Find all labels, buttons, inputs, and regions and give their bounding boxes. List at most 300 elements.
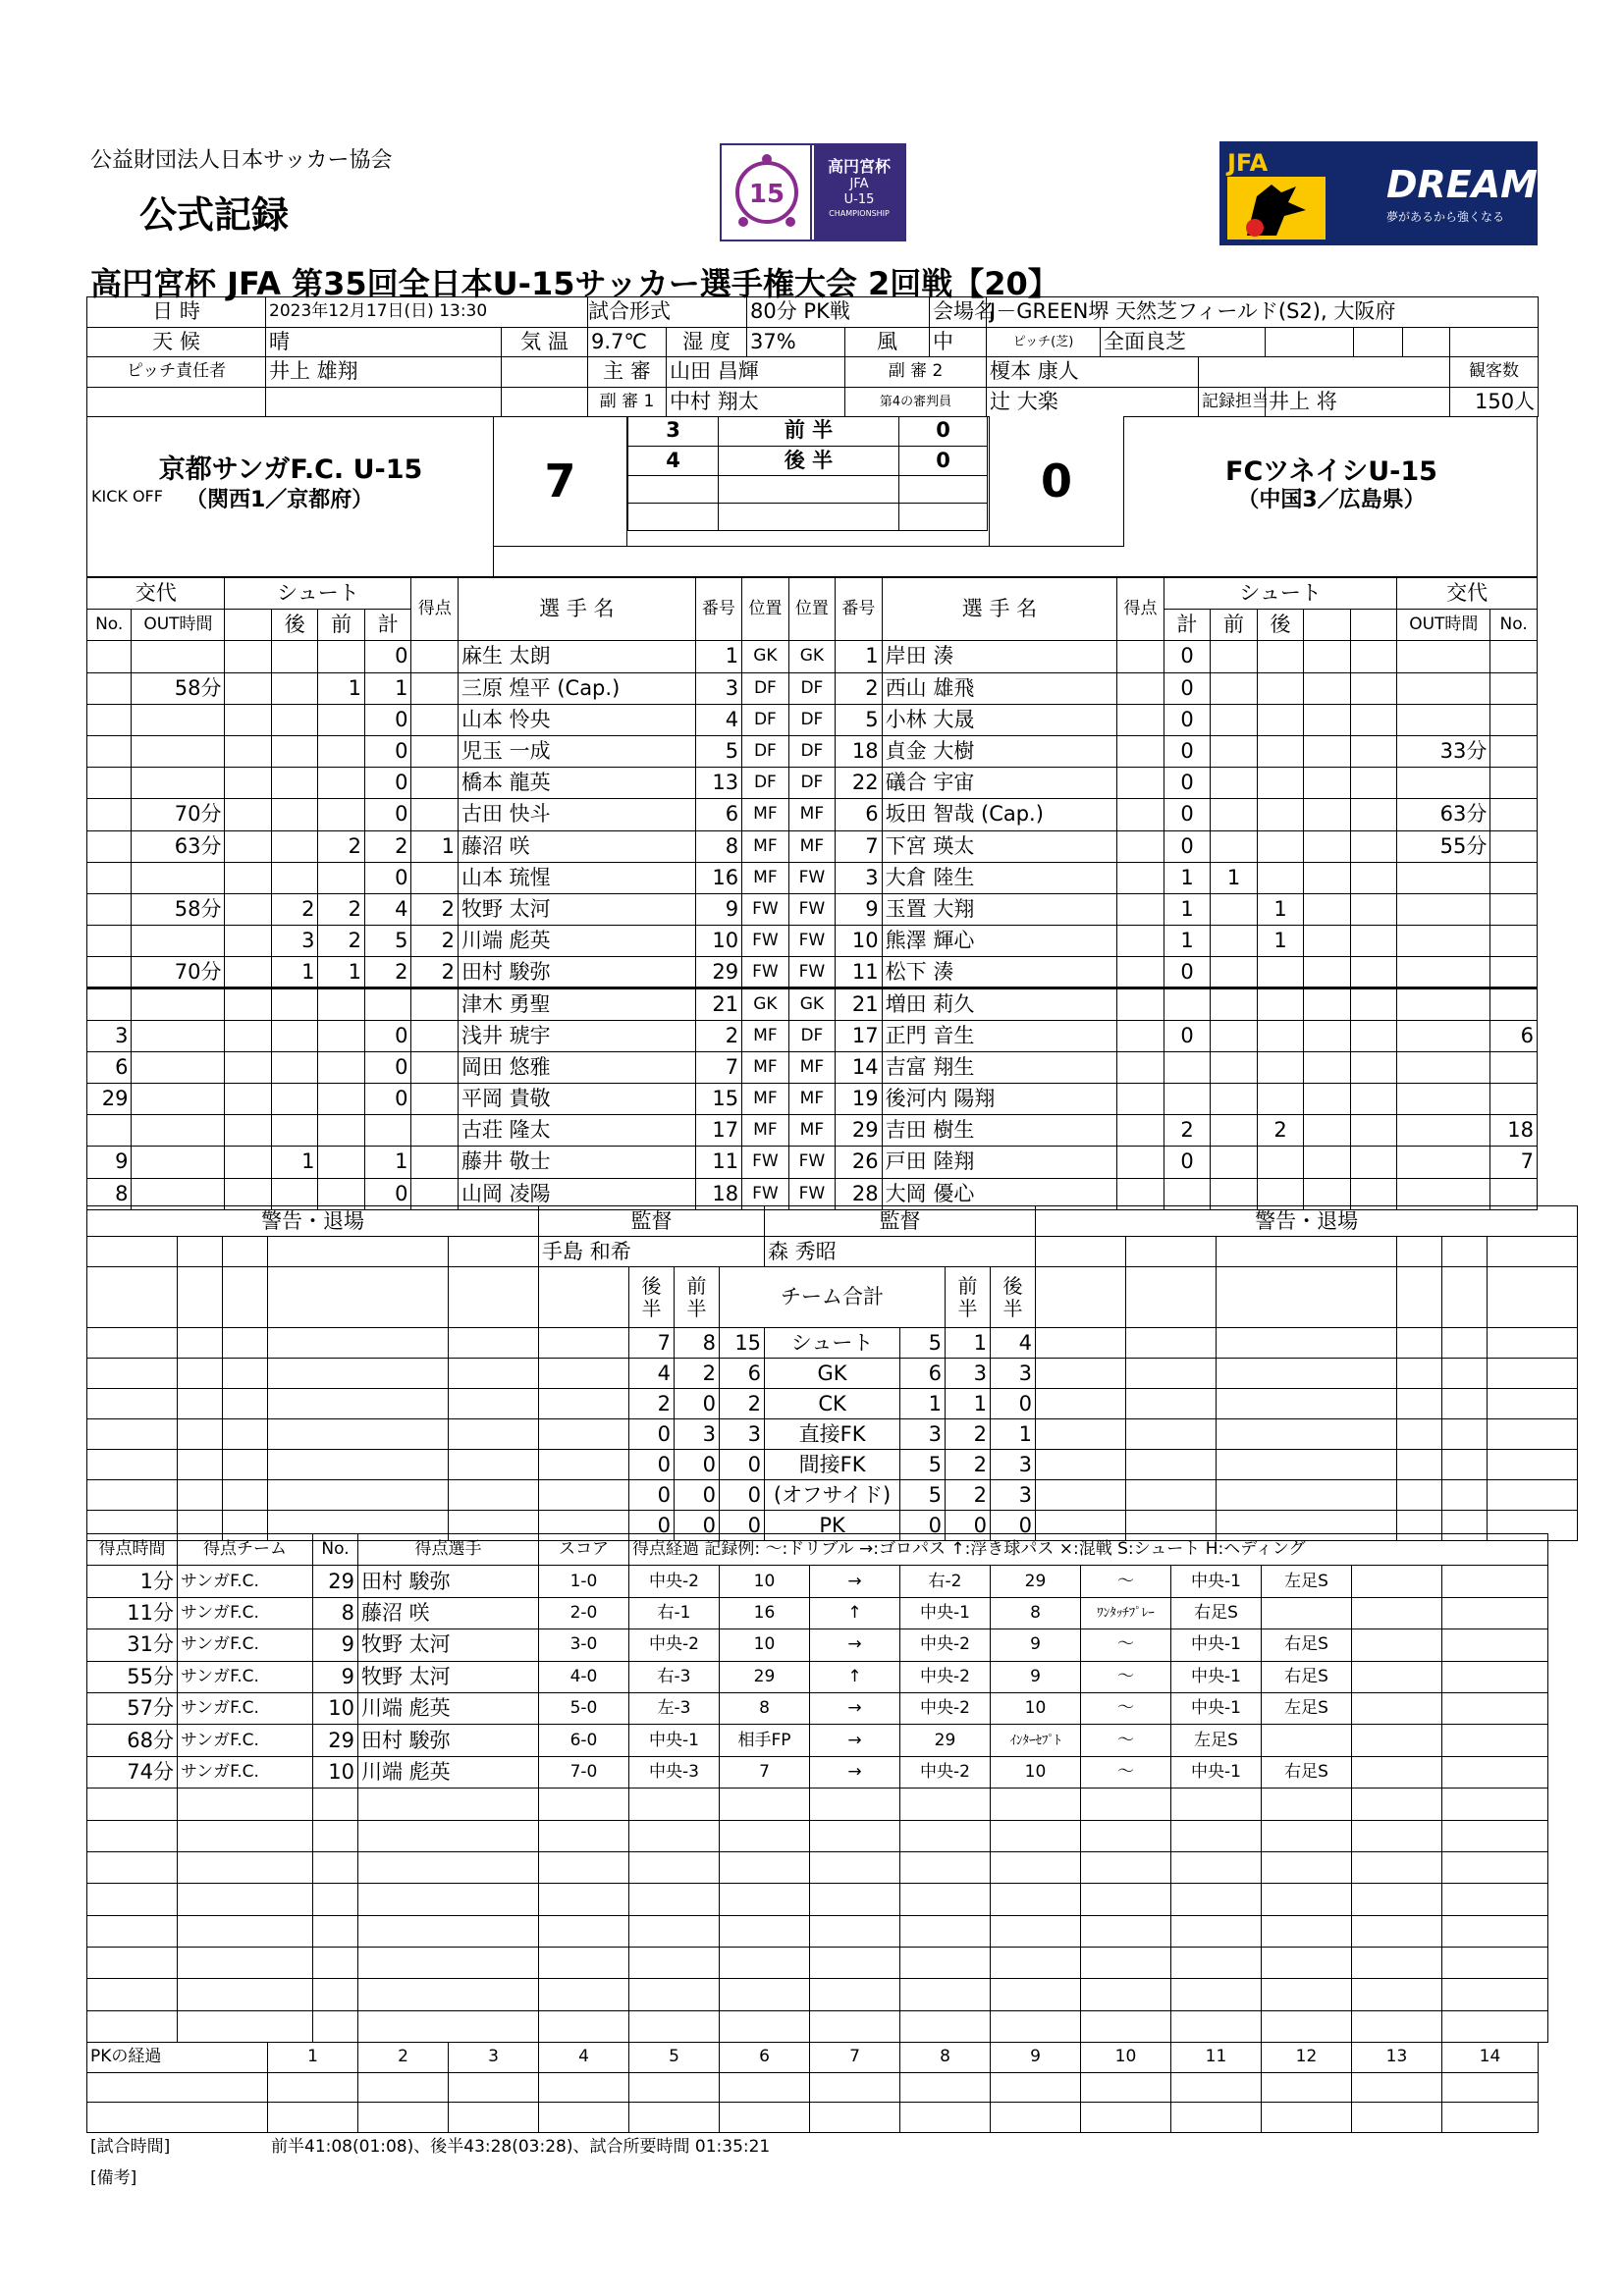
home-2h: 0 [629, 1419, 675, 1450]
sub-no [87, 893, 132, 925]
goal-process [1171, 1884, 1262, 1915]
match-time: 前半41:08(01:08)、後半43:28(03:28)、試合所要時間 01:35:21 [271, 2137, 771, 2157]
pk-kick-number: 4 [539, 2043, 629, 2073]
goals [1117, 799, 1164, 830]
player-number: 11 [836, 957, 883, 988]
player-name: 山岡 凌陽 [458, 1178, 695, 1209]
goal-process [1262, 1884, 1352, 1915]
goal-time [87, 1948, 178, 1979]
home-2h: 4 [629, 1359, 675, 1389]
home-2h: 2 [629, 1389, 675, 1419]
goals: 2 [411, 957, 459, 988]
blank [268, 1267, 449, 1328]
shots-total: 1 [364, 672, 411, 704]
sub-out [132, 926, 225, 957]
blank [87, 1389, 178, 1419]
player-position: FW [788, 926, 836, 957]
goal-scorer [358, 1884, 539, 1915]
blank [1304, 957, 1351, 988]
goals [1117, 1084, 1164, 1115]
goal-process: → [810, 1756, 900, 1788]
goal-process: 〜 [1081, 1566, 1171, 1597]
goal-process [629, 1948, 720, 1979]
player-number: 10 [836, 926, 883, 957]
blank [225, 862, 272, 893]
away-2h: 0 [991, 1389, 1036, 1419]
shots-2h: 1 [271, 957, 318, 988]
goal-row [87, 1851, 1548, 1883]
pk-kick-number: 8 [900, 2043, 991, 2073]
goal-process [1262, 1915, 1352, 1947]
player-row [87, 988, 1538, 1020]
blank [225, 641, 272, 672]
goal-scorer [358, 1851, 539, 1883]
sub-out: 70分 [132, 957, 225, 988]
shots-total: 0 [1164, 1147, 1211, 1178]
sub-no [87, 768, 132, 799]
goal-process: 10 [991, 1692, 1081, 1724]
blank [1442, 1480, 1488, 1511]
goal-time: 1分 [87, 1566, 178, 1597]
blank [1304, 768, 1351, 799]
player-name: 浅井 琥宇 [458, 1020, 695, 1051]
blank [225, 957, 272, 988]
player-number: 13 [695, 768, 742, 799]
goal-process: 8 [720, 1692, 810, 1724]
goal-process [991, 1789, 1081, 1820]
player-position: FW [788, 1178, 836, 1209]
stat-head-2h: 後 半 [991, 1267, 1036, 1328]
pk-kick-number: 1 [268, 2043, 358, 2073]
blank [268, 1359, 449, 1389]
goal-process [810, 1979, 900, 2010]
goal-team [178, 1789, 313, 1820]
org-name: 公益財団法人日本サッカー協会 [90, 148, 393, 173]
player-position: FW [742, 926, 789, 957]
blank [449, 1450, 539, 1480]
player-name: 増田 莉久 [882, 988, 1117, 1020]
player-number: 28 [836, 1178, 883, 1209]
shots-2h [271, 704, 318, 735]
shots-total: 0 [364, 704, 411, 735]
player-number: 18 [695, 1178, 742, 1209]
goal-process [1352, 1884, 1442, 1915]
player-name: 正門 音生 [882, 1020, 1117, 1051]
blank [225, 735, 272, 767]
goal-scorer: 川端 彪英 [358, 1756, 539, 1788]
sub-no: 6 [1490, 1020, 1538, 1051]
pk-kick-number: 11 [1171, 2043, 1262, 2073]
player-number: 19 [836, 1084, 883, 1115]
sub-out: 58分 [132, 672, 225, 704]
pk-cell [629, 2072, 720, 2103]
shots-2h [271, 1084, 318, 1115]
away-team-region: （中国3／広島県） [1237, 488, 1426, 512]
shots-2h [271, 1051, 318, 1083]
goal-no: 29 [313, 1566, 358, 1597]
blank [1442, 1359, 1488, 1389]
blank [87, 2072, 268, 2103]
shots-2h [271, 641, 318, 672]
shots-1h [318, 704, 365, 735]
player-row [87, 1147, 1538, 1178]
shots-2h: 1 [1257, 926, 1304, 957]
goal-process: 中央-2 [629, 1629, 720, 1661]
blank [178, 1450, 223, 1480]
goal-process [991, 1851, 1081, 1883]
blank [225, 926, 272, 957]
blank [268, 1328, 449, 1359]
player-number: 17 [836, 1020, 883, 1051]
goal-process [1352, 1820, 1442, 1851]
blank [268, 1389, 449, 1419]
blank [449, 1328, 539, 1359]
goal-process: 左足S [1262, 1566, 1352, 1597]
blank [1350, 1051, 1397, 1083]
pk-cell [720, 2103, 810, 2133]
away-total: 3 [900, 1419, 946, 1450]
blank [87, 1359, 178, 1389]
sub-no [1490, 672, 1538, 704]
goal-process [1442, 2010, 1548, 2042]
pk-cell [1171, 2072, 1262, 2103]
shots-2h [1257, 799, 1304, 830]
player-number: 29 [836, 1115, 883, 1147]
blank [1350, 893, 1397, 925]
goals [411, 1051, 459, 1083]
player-row [87, 768, 1538, 799]
player-name: 平岡 貴敬 [458, 1084, 695, 1115]
pk-cell [449, 2072, 539, 2103]
goal-process [991, 1915, 1081, 1947]
player-name: 戸田 陸翔 [882, 1147, 1117, 1178]
goal-process: 左足S [1262, 1692, 1352, 1724]
blank [1488, 1359, 1578, 1389]
goal-no [313, 1884, 358, 1915]
blank [225, 799, 272, 830]
player-position: MF [788, 799, 836, 830]
player-name: 後河内 陽翔 [882, 1084, 1117, 1115]
goals [411, 1084, 459, 1115]
sub-no [87, 799, 132, 830]
shots-1h [1211, 1147, 1258, 1178]
player-position: FW [788, 1147, 836, 1178]
sub-no [87, 1115, 132, 1147]
goal-no: 10 [313, 1692, 358, 1724]
goal-process: 右足S [1262, 1661, 1352, 1692]
sub-no [87, 926, 132, 957]
goal-no [313, 1979, 358, 2010]
stat-name: 間接FK [765, 1450, 900, 1480]
sub-no: 8 [87, 1178, 132, 1209]
goal-process [1352, 1566, 1442, 1597]
player-row [87, 1084, 1538, 1115]
tournament-logo: 15 高円宮杯 JFA U-15 CHAMPIONSHIP [720, 143, 906, 241]
stat-head-2h: 後 半 [629, 1267, 675, 1328]
blank [1036, 1359, 1126, 1389]
goals [1117, 1115, 1164, 1147]
svg-text:15: 15 [748, 180, 785, 209]
home-total: 15 [720, 1328, 765, 1359]
blank [178, 1480, 223, 1511]
shots-total [1164, 1051, 1211, 1083]
blank [87, 1267, 178, 1328]
pk-cell [900, 2072, 991, 2103]
shots-1h [318, 1084, 365, 1115]
player-position: FW [742, 1178, 789, 1209]
shots-1h [318, 799, 365, 830]
pk-cell [539, 2072, 629, 2103]
shots-total: 0 [364, 862, 411, 893]
blank [1036, 1267, 1126, 1328]
goal-process [810, 1915, 900, 1947]
blank [1350, 830, 1397, 862]
shots-1h: 2 [318, 926, 365, 957]
sub-no [1490, 704, 1538, 735]
goal-process: 〜 [1081, 1725, 1171, 1756]
stat-row [87, 1419, 1578, 1450]
player-row [87, 926, 1538, 957]
shots-total: 0 [364, 1051, 411, 1083]
shots-total: 0 [1164, 768, 1211, 799]
goal-time: 57分 [87, 1692, 178, 1724]
goal-process: 中央-2 [629, 1566, 720, 1597]
player-position: MF [788, 1051, 836, 1083]
blank [1304, 862, 1351, 893]
remarks-label: [備考] [90, 2168, 137, 2188]
player-position: FW [788, 862, 836, 893]
blank [1126, 1480, 1217, 1511]
goal-row [87, 1597, 1548, 1629]
blank [1350, 988, 1397, 1020]
goal-score [539, 1789, 629, 1820]
goal-scorer [358, 1820, 539, 1851]
sub-no [1490, 926, 1538, 957]
goal-process [1352, 1789, 1442, 1820]
sub-out [1397, 957, 1490, 988]
blank [1217, 1267, 1397, 1328]
shots-total: 0 [1164, 1020, 1211, 1051]
player-position: GK [788, 641, 836, 672]
player-name: 小林 大晟 [882, 704, 1117, 735]
pk-cell [810, 2103, 900, 2133]
player-position: GK [788, 988, 836, 1020]
goal-process [1442, 1597, 1548, 1629]
home-1h: 3 [675, 1419, 720, 1450]
goal-process: 7 [720, 1756, 810, 1788]
sub-out [132, 768, 225, 799]
goals [1117, 768, 1164, 799]
shots-total: 0 [1164, 957, 1211, 988]
goal-team [178, 1948, 313, 1979]
goal-row [87, 1884, 1548, 1915]
shots-1h [1211, 735, 1258, 767]
player-row [87, 1115, 1538, 1147]
goal-process [1352, 1629, 1442, 1661]
sub-out [132, 862, 225, 893]
goals [1117, 672, 1164, 704]
home-total: 0 [720, 1480, 765, 1511]
player-number: 4 [695, 704, 742, 735]
sub-out: 63分 [1397, 799, 1490, 830]
goal-process [900, 1820, 991, 1851]
player-row [87, 830, 1538, 862]
goal-process [991, 1979, 1081, 2010]
blank [1217, 1389, 1397, 1419]
goal-process: ﾜﾝﾀｯﾁﾌﾟﾚｰ [1081, 1597, 1171, 1629]
goal-process [1262, 1948, 1352, 1979]
pk-cell [1352, 2072, 1442, 2103]
blank [223, 1480, 268, 1511]
away-2h: 3 [991, 1480, 1036, 1511]
away-total: 0 [900, 1511, 946, 1541]
blank [1217, 1419, 1397, 1450]
blank [539, 1389, 629, 1419]
shots-1h [318, 768, 365, 799]
goal-process: 中央-3 [629, 1756, 720, 1788]
player-number: 21 [836, 988, 883, 1020]
goal-process: 10 [991, 1756, 1081, 1788]
goal-team: サンガF.C. [178, 1629, 313, 1661]
goal-process [900, 1948, 991, 1979]
player-position: MF [742, 1084, 789, 1115]
sub-out [132, 704, 225, 735]
shots-1h [1211, 988, 1258, 1020]
away-2h: 1 [991, 1419, 1036, 1450]
stat-row [87, 1480, 1578, 1511]
player-position: DF [742, 672, 789, 704]
player-name: 田村 駿弥 [458, 957, 695, 988]
player-number: 18 [836, 735, 883, 767]
sub-no [87, 704, 132, 735]
shots-2h [1257, 704, 1304, 735]
blank [539, 1419, 629, 1450]
blank [1350, 1115, 1397, 1147]
player-name: 西山 雄飛 [882, 672, 1117, 704]
shots-2h: 3 [271, 926, 318, 957]
pk-cell [268, 2072, 358, 2103]
blank [1304, 641, 1351, 672]
blank [223, 1450, 268, 1480]
shots-total: 1 [1164, 926, 1211, 957]
goals [1117, 957, 1164, 988]
blank [1350, 704, 1397, 735]
shots-1h [1211, 1115, 1258, 1147]
goal-team [178, 1851, 313, 1883]
goal-process [810, 1851, 900, 1883]
sub-no: 29 [87, 1084, 132, 1115]
pk-cell [1442, 2072, 1539, 2103]
away-team-name: FCツネイシU-15 [1225, 456, 1437, 487]
sub-no [87, 830, 132, 862]
goal-row [87, 1820, 1548, 1851]
shots-1h [1211, 1051, 1258, 1083]
goal-no: 10 [313, 1756, 358, 1788]
player-number: 5 [695, 735, 742, 767]
home-total: 3 [720, 1419, 765, 1450]
player-position: DF [788, 672, 836, 704]
goal-process [629, 2010, 720, 2042]
player-name: 麻生 太朗 [458, 641, 695, 672]
goal-team: サンガF.C. [178, 1756, 313, 1788]
sub-no [1490, 1084, 1538, 1115]
goal-process [1442, 1661, 1548, 1692]
half-scores: 3 前 半 0 4 後 半 0 [627, 416, 1077, 546]
goal-process: 右-1 [629, 1597, 720, 1629]
shots-1h [318, 1020, 365, 1051]
shots-2h: 1 [271, 1147, 318, 1178]
goals-table: 得点時間 得点チーム No. 得点選手 スコア 得点経過 記録例: 〜:ドリブル →:ゴロパス ↑:浮き球パス ×:混戦 S:シュート H:ヘディング 1分 サンガF.C. 29 田村 駿弥 1-0 中央-2 10 → 右-2 29 〜 中央-1 左足S 11分 サンガF.C. 8 藤沼 咲 2-0 右-1 16 ↑ 中央-1 8 ﾜﾝﾀｯﾁﾌﾟﾚｰ 右足S 31分 サンガF.C. 9 牧野 太河 3-0 中央-2 10 → 中央-2 9 〜 中央-1 右足S 55分 サンガF.C. 9 牧野 太河 4-0 右-3 29 ↑ 中央-2 9 〜 中央-1 右足S 57分 サンガF.C. 10 川端 彪英 5-0 左-3 8 → 中央-2 10 〜 中央-1 左足S 68分 サンガF.C. 29 田村 駿弥 6-0 中央-1 相手FP → 29 ｲﾝﾀｰｾﾌﾟﾄ 〜 左足S 74分 サンガF.C. 10 川端 彪英 7-0 中央-3 7 → 中央-2 10 〜 中央-1 右足S [86, 1533, 1548, 2043]
goal-process [900, 1915, 991, 1947]
shots-2h [1257, 768, 1304, 799]
goal-process: 16 [720, 1597, 810, 1629]
blank [87, 1450, 178, 1480]
sub-out: 63分 [132, 830, 225, 862]
blank [449, 1480, 539, 1511]
goal-no: 8 [313, 1597, 358, 1629]
goal-process: 中央-2 [900, 1661, 991, 1692]
goal-process [720, 1948, 810, 1979]
goal-process [810, 1820, 900, 1851]
sub-out [132, 1147, 225, 1178]
home-total: 6 [720, 1359, 765, 1389]
shots-2h [1257, 641, 1304, 672]
blank [225, 768, 272, 799]
player-number: 11 [695, 1147, 742, 1178]
goal-row [87, 2010, 1548, 2042]
goal-process [810, 1884, 900, 1915]
goal-process [1352, 1692, 1442, 1724]
blank [1488, 1450, 1578, 1480]
match-title: 高円宮杯 JFA 第35回全日本U-15サッカー選手権大会 2回戦【20】 [90, 265, 1059, 302]
player-number: 7 [695, 1051, 742, 1083]
goal-no: 9 [313, 1629, 358, 1661]
goal-process [1262, 1789, 1352, 1820]
player-position: MF [742, 1051, 789, 1083]
goals [411, 1115, 459, 1147]
player-position: FW [742, 893, 789, 925]
player-position: MF [742, 1115, 789, 1147]
goals [1117, 735, 1164, 767]
sub-out [132, 988, 225, 1020]
stat-name: PK [765, 1511, 900, 1541]
sub-no [1490, 830, 1538, 862]
goals [411, 1147, 459, 1178]
pk-kick-number: 12 [1262, 2043, 1352, 2073]
goal-process [720, 1820, 810, 1851]
sub-out [1397, 672, 1490, 704]
goal-process [900, 1979, 991, 2010]
blank [87, 1419, 178, 1450]
goals [411, 862, 459, 893]
blank [268, 1419, 449, 1450]
player-position: MF [742, 799, 789, 830]
goal-scorer [358, 1915, 539, 1947]
shots-2h: 2 [271, 893, 318, 925]
goal-process [1442, 1756, 1548, 1788]
goal-process: 右足S [1171, 1597, 1262, 1629]
blank [1126, 1419, 1217, 1450]
home-total: 0 [720, 1511, 765, 1541]
goal-row [87, 1661, 1548, 1692]
goal-process: 〜 [1081, 1756, 1171, 1788]
goal-process [629, 1789, 720, 1820]
goal-process: 右-2 [900, 1566, 991, 1597]
pk-kick-number: 9 [991, 2043, 1081, 2073]
sub-out [1397, 641, 1490, 672]
home-1h: 0 [675, 1511, 720, 1541]
player-position: DF [742, 704, 789, 735]
